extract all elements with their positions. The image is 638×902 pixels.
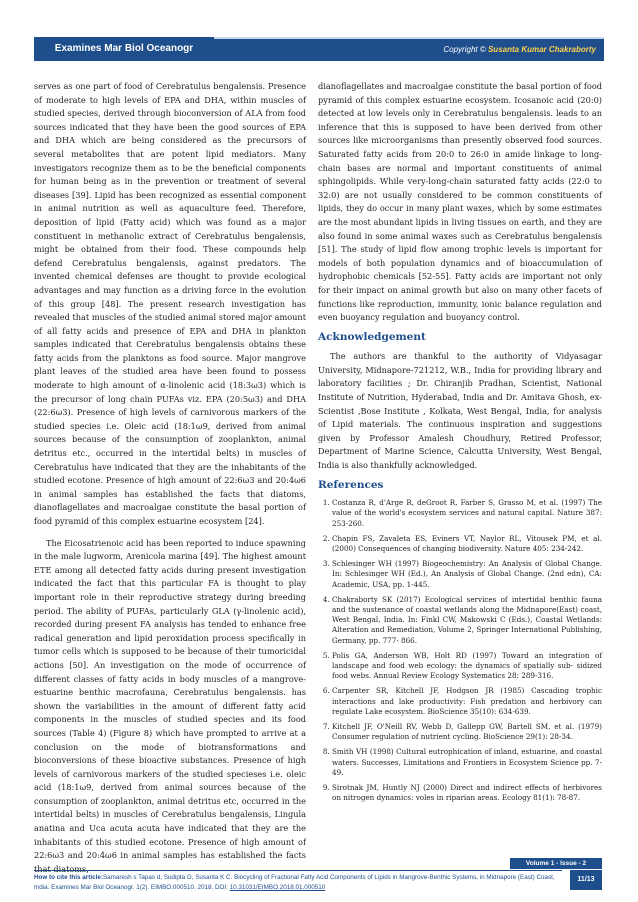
reference-item: 4. Chakraborty SK (2017) Ecological services of intertidal benthic fauna and the sustenance of coastal wetlands along the Midnapore(East) coast, West Bengal, India. In: Finkl CW, Makowski C (Eds.), Coastal Wetlands: Alteration and Remediation, Volume 2, Springer International Publishing, Germany, pp. 777- 866. [332,595,602,646]
copyright-prefix: Copyright © [443,45,486,54]
reference-item: 8. Smith VH (1998) Cultural eutrophication of inland, estuarine, and coastal waters. Successes, Limitations and Frontiers in Ecosystem Science pp. 7-49. [332,747,602,778]
reference-item: 1. Costanza R, d'Arge R, deGroot R, Farber S, Grasso M, et al. (1997) The value of the world's ecosystem services and natural capital. Nature 387: 253-260. [332,498,602,529]
left-paragraph-1: serves as one part of food of Cerebratulus bengalensis. Presence of moderate to high levels of EPA and DHA, within muscles of studied species, derived through bioconversion of ALA from food sources indicated that they have been the good sources of EPA and DHA which are being considered as the precursors of several metabolites that are potent lipid mediators. Many investigators recognize them as to be the beneficial components for human being as in the prevention or treatment of several diseases [39]. Lipid has been recognized as essential component in animal nutrition as well as aquaculture feed. Therefore, deposition of lipid (Fatty acid) which was found as a major constituent in methanolic extract of Cerebratulus bengalensis, might be obtained from their food. These compounds help defend Cerebratulus bengalensis, against predators. The invented chemical defenses are thought to provide ecological advantages and may function as a driving force in the evolution of this group [48]. The present research investigation has revealed that muscles of the studied animal stored major amount of all fatty acids and presence of EPA and DHA in plankton samples indicated that Cerebratulus bengalensis obtains these fatty acids from the planktons as food source. Major mangrove plant leaves of the studied area have been found to possess moderate to high amount of α-linolenic acid (18:3ω3) which is the precursor of long chain PUFAs viz. EPA (20:5ω3) and DHA (22:6ω3). Presence of high levels of carnivorous markers of the studied species i.e. Oleic acid (18:1ω9, derived from animal sources because of the consumption of zooplankton, animal detritus etc., occurred in the intertidal belts) in muscles of Cerebratulus have indicated that they are the inhabitants of the studied ecotone. Presence of high amount of 22:6ω3 and 20:4ω6 in animal samples has established the facts that diatoms, dianoflagellates and macroalgae constitute the basal portion of food pyramid of this complex estuarine ecosystem [24]. [34,81,306,526]
left-paragraph-2: The Eicosatrienoic acid has been reported to induce spawning in the male lugworm, Arenicola marina [49]. The highest amount ETE among all detected fatty acids during present investigation indicated the fact that this particular FA is thought to play important role in their reproductive strategy during breeding period. The ability of PUFAs, particularly GLA (γ-linolenic acid), recorded during present FA analysis has tended to enhance free radical generation and lipid peroxidation process specifically in tumor cells which is supposed to be because of their tumoricidal actions [50]. An investigation on the mode of occurrence of different classes of fatty acids in body muscles of a mangrove- estuarine benthic macrofauna, Cerebratulus bengalensis. has shown the variabilities in the amount of different fatty acid components in the muscles of studied species and its food sources (Table 4) (Figure 8) which have prompted to arrive at a conclusion on the mode of biotransformations and bioconversions of these bioactive substances. Presence of high levels of carnivorous markers of the studied specieses i.e. oleic acid (18:1ω9, derived from animal sources because of the consumption of zooplankton, animal detritus etc, occurred in the intertidal belts) in muscles of Cerebratulus bengalensis, Lingula anatina and Uca acuta acuta have indicated that they are the inhabitants of this studied ecotone. Presence of high amount of 22:6ω3 and 20:4ω6 in animal samples has established the facts that diatoms, [34,537,306,874]
reference-item: 6. Carpenter SR, Kitchell JF, Hodgson JR (1985) Cascading trophic interactions and lake productivity: Fish predation and herbivory can regulate Lake ecosystem. BioScience 35(10): 634-639. [332,686,602,717]
doi-link[interactable]: 10.31031/EIMBO.2018.01.000510 [229,884,326,891]
acknowledgement-heading: Acknowledgement [318,330,426,343]
reference-item: 3. Schlesinger WH (1997) Biogeochemistry: An Analysis of Global Change. In: Schlesinger WH (Ed.), An Analysis of Global Change. (2nd edn), CA: Academic, USA, pp. 1-445. [332,559,602,590]
reference-item: 5. Polis GA, Anderson WB, Holt RD (1997) Toward an integration of landscape and food web ecology: the dynamics of spatially sub- sidized food webs. Annual Review Ecology Systematics 28: 289-316. [332,651,602,682]
reference-item: 2. Chapin FS, Zavaleta ES, Eviners VT, Naylor RL, Vitousek PM, et al. (2000) Consequences of changing biodiversity. Nature 405: 234-242. [332,534,602,554]
left-column [34,80,306,876]
right-column [318,80,602,809]
right-paragraph-1: dianoflagellates and macroalgae constitute the basal portion of food pyramid of this complex estuarine ecosystem. Icosanoic acid (20:0) detected at low levels only in Cerebratulus bengalensis. leads to an inference that this is supposed to have been derived from other sources like microorganisms than presently observed food sources. Saturated fatty acids from 20:0 to 26:0 in amide linkage to long-chain bases are normal and important constituents of animal sphingolipids. While very-long-chain saturated fatty acids (22:0 to 32:0) are not usually considered to be common constituents of lipids, they do occur in many plant waxes, which by some estimates are the most abundant lipids in living tissues on earth, and they are also found in some animal waxes such as Cerebratulus bengalensis [51]. The study of lipid flow among trophic levels is important for models of both population dynamics and of bioaccumulation of hydrophobic chemicals [52-55]. Fatty acids are important not only for their impact on animal growth but also on many other facets of functions like reproduction, immunity, ionic balance regulation and even buoyancy regulation and buoyancy control. [318,81,602,323]
reference-item: 7. Kitchell JF, O'Neill RV, Webb D, Gallepp GW, Bartell SM, et al. (1979) Consumer regulation of nutrient cycling. BioScience 29(1): 28-34. [332,722,602,742]
references-list [318,498,602,803]
page-header [34,37,604,61]
copyright-author: Susanta Kumar Chakraborty [487,45,596,54]
acknowledgement-text: The authors are thankful to the authority of Vidyasagar University, Midnapore-721212, W.B., India for providing library and laboratory facilities ; Dr. Chiranjib Pradhan, Scientist, National Institute of Nutrition, Hyderabad, India and Dr. Amitava Ghosh, ex-Scientist ,Bose Institute , Kolkata, West Bengal, India, for analysis of Lipid materials. The continuous inspiration and suggestions given by Professor Amalesh Choudhury, Retired Professor, Department of Marine Science, Calcutta University, West Bengal, India is also thankfully acknowledged. [318,351,602,471]
volume-badge: Volume 1 - Issue - 2 [510,858,602,869]
cite-text: Samaresh s Tapas d, Sudipta G, Susanta K C. Biocycling of Fractional Fatty Acid Components of Lipids in Mangrove-Benthic Systems, in Midnapore (East) Coast, India. Examines Mar Biol Oceanogr. 1(2). EIMBO.000510. 2018. DOI: [34,874,555,891]
references-heading: References [318,478,384,491]
cite-label: How to cite this article: [34,874,103,881]
reference-item: 9. Sirotnak JM, Huntly NJ (2000) Direct and indirect effects of herbivores on nitrogen dynamics: voles in riparian areas. Ecology 81(1): 78-87. [332,783,602,803]
journal-title: Examines Mar Biol Oceanogr [34,37,214,61]
page-number: 11/13 [570,870,602,890]
copyright-line [214,37,604,61]
citation-footer [34,870,562,895]
